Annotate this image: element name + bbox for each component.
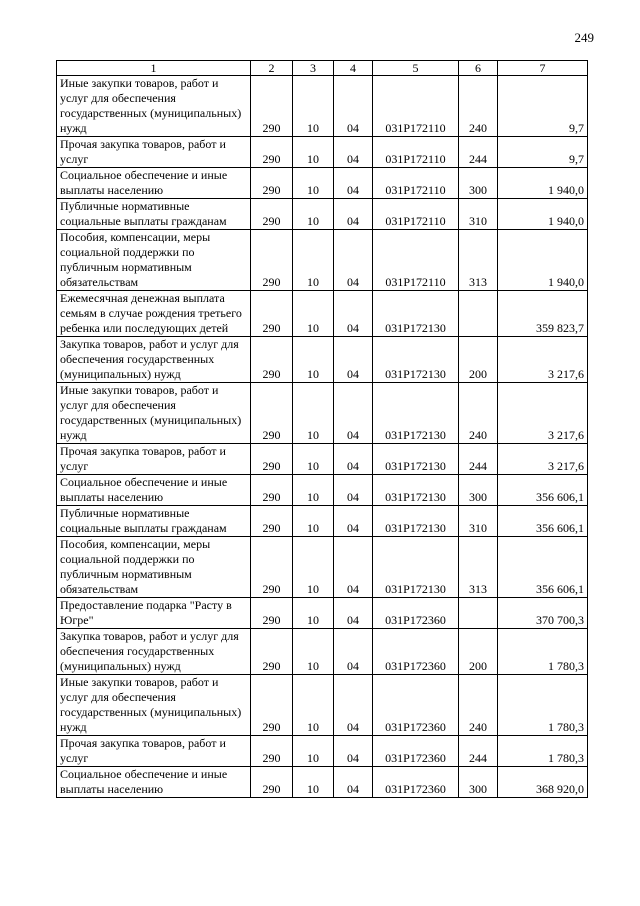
column-header: 6 xyxy=(459,61,498,76)
section-code-cell: 10 xyxy=(293,76,334,137)
section-code-cell: 10 xyxy=(293,444,334,475)
ministry-code-cell: 290 xyxy=(251,230,293,291)
table-row xyxy=(57,291,588,337)
expense-type-code-cell: 240 xyxy=(459,76,498,137)
table-row xyxy=(57,76,588,137)
ministry-code-cell: 290 xyxy=(251,168,293,199)
section-code-cell: 10 xyxy=(293,629,334,675)
table-row xyxy=(57,767,588,798)
amount-cell: 9,7 xyxy=(498,137,588,168)
ministry-code-cell: 290 xyxy=(251,475,293,506)
subsection-code-cell: 04 xyxy=(334,199,373,230)
target-article-code-cell: 031P172110 xyxy=(373,168,459,199)
ministry-code-cell: 290 xyxy=(251,767,293,798)
target-article-code-cell: 031P172130 xyxy=(373,475,459,506)
expense-type-code-cell xyxy=(459,291,498,337)
expense-type-code-cell: 310 xyxy=(459,199,498,230)
section-code-cell: 10 xyxy=(293,137,334,168)
section-code-cell: 10 xyxy=(293,537,334,598)
section-code-cell: 10 xyxy=(293,291,334,337)
section-code-cell: 10 xyxy=(293,506,334,537)
target-article-code-cell: 031P172110 xyxy=(373,137,459,168)
table-row xyxy=(57,675,588,736)
target-article-code-cell: 031P172360 xyxy=(373,736,459,767)
section-code-cell: 10 xyxy=(293,230,334,291)
section-code-cell: 10 xyxy=(293,199,334,230)
subsection-code-cell: 04 xyxy=(334,629,373,675)
subsection-code-cell: 04 xyxy=(334,736,373,767)
column-header: 2 xyxy=(251,61,293,76)
header-row xyxy=(57,61,588,76)
subsection-code-cell: 04 xyxy=(334,475,373,506)
row-description-cell: Иные закупки товаров, работ и услуг для обеспечения государственных (муниципальных) нужд xyxy=(57,675,251,736)
row-description-cell: Закупка товаров, работ и услуг для обеспечения государственных (муниципальных) нужд xyxy=(57,337,251,383)
table-body xyxy=(57,76,588,798)
ministry-code-cell: 290 xyxy=(251,337,293,383)
expense-type-code-cell: 313 xyxy=(459,537,498,598)
ministry-code-cell: 290 xyxy=(251,629,293,675)
subsection-code-cell: 04 xyxy=(334,230,373,291)
table-row xyxy=(57,537,588,598)
section-code-cell: 10 xyxy=(293,675,334,736)
target-article-code-cell: 031P172130 xyxy=(373,383,459,444)
row-description-cell: Пособия, компенсации, меры социальной поддержки по публичным нормативным обязательствам xyxy=(57,230,251,291)
row-description-cell: Закупка товаров, работ и услуг для обеспечения государственных (муниципальных) нужд xyxy=(57,629,251,675)
table-row xyxy=(57,444,588,475)
row-description-cell: Социальное обеспечение и иные выплаты населению xyxy=(57,475,251,506)
table-row xyxy=(57,506,588,537)
target-article-code-cell: 031P172360 xyxy=(373,598,459,629)
expense-type-code-cell: 300 xyxy=(459,475,498,506)
subsection-code-cell: 04 xyxy=(334,767,373,798)
row-description-cell: Пособия, компенсации, меры социальной поддержки по публичным нормативным обязательствам xyxy=(57,537,251,598)
section-code-cell: 10 xyxy=(293,767,334,798)
amount-cell: 1 940,0 xyxy=(498,168,588,199)
row-description-cell: Предоставление подарка "Расту в Югре" xyxy=(57,598,251,629)
ministry-code-cell: 290 xyxy=(251,598,293,629)
amount-cell: 356 606,1 xyxy=(498,475,588,506)
ministry-code-cell: 290 xyxy=(251,675,293,736)
expense-type-code-cell: 244 xyxy=(459,736,498,767)
amount-cell: 1 780,3 xyxy=(498,675,588,736)
target-article-code-cell: 031P172110 xyxy=(373,199,459,230)
table-row xyxy=(57,629,588,675)
target-article-code-cell: 031P172110 xyxy=(373,76,459,137)
target-article-code-cell: 031P172130 xyxy=(373,444,459,475)
section-code-cell: 10 xyxy=(293,475,334,506)
amount-cell: 359 823,7 xyxy=(498,291,588,337)
target-article-code-cell: 031P172130 xyxy=(373,506,459,537)
section-code-cell: 10 xyxy=(293,383,334,444)
section-code-cell: 10 xyxy=(293,168,334,199)
row-description-cell: Прочая закупка товаров, работ и услуг xyxy=(57,137,251,168)
subsection-code-cell: 04 xyxy=(334,537,373,598)
subsection-code-cell: 04 xyxy=(334,383,373,444)
expense-type-code-cell: 244 xyxy=(459,444,498,475)
row-description-cell: Иные закупки товаров, работ и услуг для обеспечения государственных (муниципальных) нужд xyxy=(57,76,251,137)
column-header: 1 xyxy=(57,61,251,76)
section-code-cell: 10 xyxy=(293,598,334,629)
target-article-code-cell: 031P172360 xyxy=(373,629,459,675)
table-row xyxy=(57,383,588,444)
subsection-code-cell: 04 xyxy=(334,675,373,736)
column-header: 5 xyxy=(373,61,459,76)
amount-cell: 1 940,0 xyxy=(498,230,588,291)
amount-cell: 3 217,6 xyxy=(498,383,588,444)
expense-type-code-cell: 300 xyxy=(459,168,498,199)
amount-cell: 9,7 xyxy=(498,76,588,137)
amount-cell: 3 217,6 xyxy=(498,337,588,383)
ministry-code-cell: 290 xyxy=(251,76,293,137)
column-header: 3 xyxy=(293,61,334,76)
subsection-code-cell: 04 xyxy=(334,444,373,475)
target-article-code-cell: 031P172130 xyxy=(373,337,459,383)
amount-cell: 356 606,1 xyxy=(498,537,588,598)
section-code-cell: 10 xyxy=(293,736,334,767)
expense-type-code-cell: 310 xyxy=(459,506,498,537)
table-row xyxy=(57,137,588,168)
table-row xyxy=(57,475,588,506)
table-row xyxy=(57,199,588,230)
budget-table xyxy=(56,60,588,798)
expense-type-code-cell: 200 xyxy=(459,629,498,675)
row-description-cell: Иные закупки товаров, работ и услуг для обеспечения государственных (муниципальных) нужд xyxy=(57,383,251,444)
target-article-code-cell: 031P172130 xyxy=(373,291,459,337)
expense-type-code-cell xyxy=(459,598,498,629)
amount-cell: 3 217,6 xyxy=(498,444,588,475)
amount-cell: 368 920,0 xyxy=(498,767,588,798)
subsection-code-cell: 04 xyxy=(334,76,373,137)
row-description-cell: Прочая закупка товаров, работ и услуг xyxy=(57,736,251,767)
ministry-code-cell: 290 xyxy=(251,199,293,230)
subsection-code-cell: 04 xyxy=(334,506,373,537)
expense-type-code-cell: 313 xyxy=(459,230,498,291)
target-article-code-cell: 031P172360 xyxy=(373,767,459,798)
expense-type-code-cell: 240 xyxy=(459,675,498,736)
amount-cell: 1 780,3 xyxy=(498,736,588,767)
row-description-cell: Прочая закупка товаров, работ и услуг xyxy=(57,444,251,475)
table-row xyxy=(57,736,588,767)
expense-type-code-cell: 244 xyxy=(459,137,498,168)
target-article-code-cell: 031P172360 xyxy=(373,675,459,736)
subsection-code-cell: 04 xyxy=(334,598,373,629)
ministry-code-cell: 290 xyxy=(251,444,293,475)
ministry-code-cell: 290 xyxy=(251,383,293,444)
table-row xyxy=(57,598,588,629)
row-description-cell: Социальное обеспечение и иные выплаты населению xyxy=(57,168,251,199)
row-description-cell: Ежемесячная денежная выплата семьям в случае рождения третьего ребенка или последующих детей xyxy=(57,291,251,337)
subsection-code-cell: 04 xyxy=(334,168,373,199)
table-row xyxy=(57,168,588,199)
ministry-code-cell: 290 xyxy=(251,291,293,337)
amount-cell: 370 700,3 xyxy=(498,598,588,629)
expense-type-code-cell: 240 xyxy=(459,383,498,444)
target-article-code-cell: 031P172110 xyxy=(373,230,459,291)
column-header: 4 xyxy=(334,61,373,76)
subsection-code-cell: 04 xyxy=(334,291,373,337)
ministry-code-cell: 290 xyxy=(251,506,293,537)
expense-type-code-cell: 300 xyxy=(459,767,498,798)
ministry-code-cell: 290 xyxy=(251,137,293,168)
row-description-cell: Социальное обеспечение и иные выплаты населению xyxy=(57,767,251,798)
ministry-code-cell: 290 xyxy=(251,537,293,598)
expense-type-code-cell: 200 xyxy=(459,337,498,383)
subsection-code-cell: 04 xyxy=(334,337,373,383)
row-description-cell: Публичные нормативные социальные выплаты гражданам xyxy=(57,506,251,537)
amount-cell: 1 940,0 xyxy=(498,199,588,230)
page-number: 249 xyxy=(574,30,594,45)
section-code-cell: 10 xyxy=(293,337,334,383)
target-article-code-cell: 031P172130 xyxy=(373,537,459,598)
subsection-code-cell: 04 xyxy=(334,137,373,168)
column-header: 7 xyxy=(498,61,588,76)
ministry-code-cell: 290 xyxy=(251,736,293,767)
amount-cell: 1 780,3 xyxy=(498,629,588,675)
table-row xyxy=(57,337,588,383)
table-row xyxy=(57,230,588,291)
row-description-cell: Публичные нормативные социальные выплаты гражданам xyxy=(57,199,251,230)
amount-cell: 356 606,1 xyxy=(498,506,588,537)
